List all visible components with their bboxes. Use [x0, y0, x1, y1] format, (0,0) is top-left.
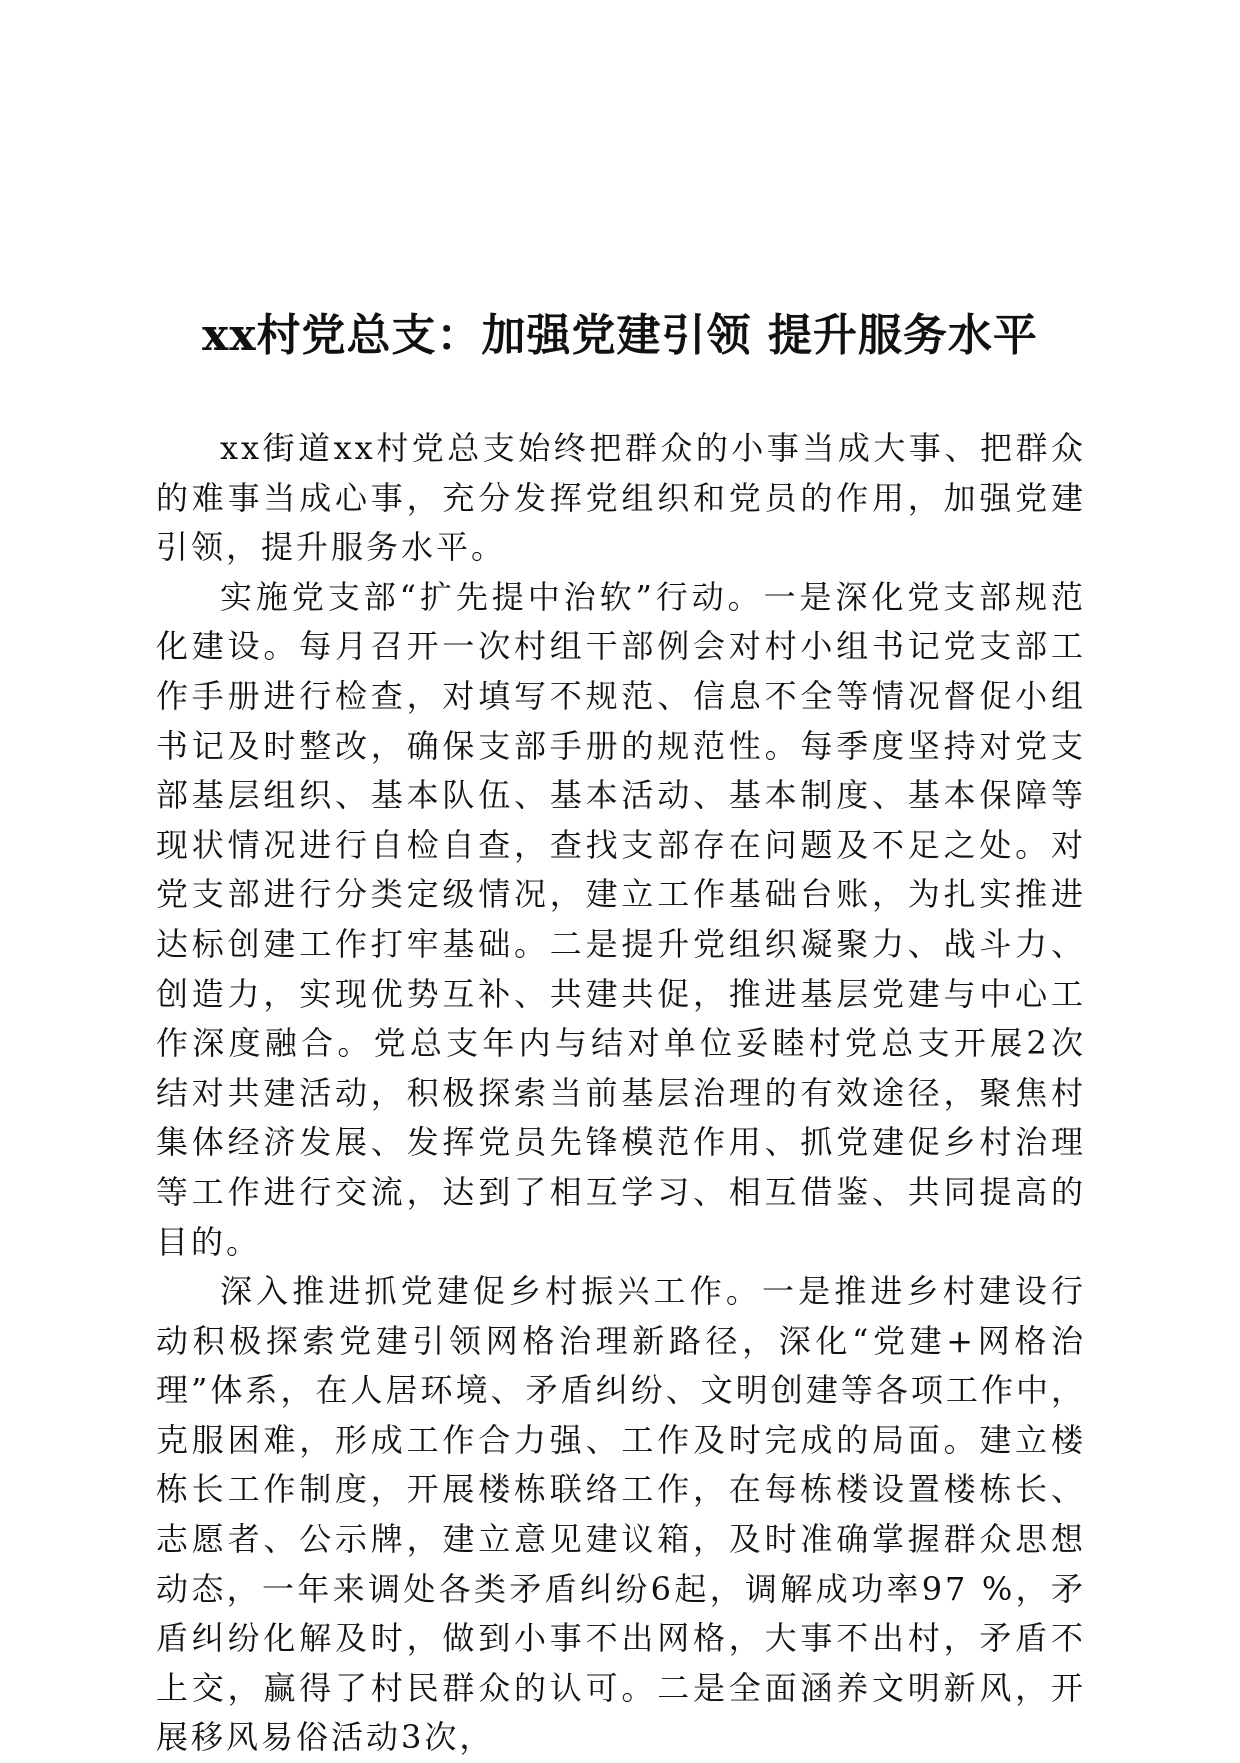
paragraph-party-branch: 实施党支部“扩先提中治软”行动。一是深化党支部规范化建设。每月召开一次村组干部例会对村小组书记党支部工作手册进行检查，对填写不规范、信息不全等情况督促小组书记及时整改，确保支部手册的规范性。每季度坚持对党支部基层组织、基本队伍、基本活动、基本制度、基本保障等现状情况进行自检自查，查找支部存在问题及不足之处。对党支部进行分类定级情况，建立工作基础台账，为扎实推进达标创建工作打牢基础。二是提升党组织凝聚力、战斗力、创造力，实现优势互补、共建共促，推进基层党建与中心工作深度融合。党总支年内与结对单位妥睦村党总支开展2次结对共建活动，积极探索当前基层治理的有效途径，聚焦村集体经济发展、发挥党员先锋模范作用、抓党建促乡村治理等工作进行交流，达到了相互学习、相互借鉴、共同提高的目的。	[156, 577, 1086, 1261]
document-body	[156, 424, 1086, 1763]
paragraph-rural-revitalization: 深入推进抓党建促乡村振兴工作。一是推进乡村建设行动积极探索党建引领网格治理新路径，深化“党建+网格治理”体系，在人居环境、矛盾纠纷、文明创建等各项工作中，克服困难，形成工作合力强、工作及时完成的局面。建立楼栋长工作制度，开展楼栋联络工作，在每栋楼设置楼栋长、志愿者、公示牌，建立意见建议箱，及时准确掌握群众思想动态，一年来调处各类矛盾纠纷6起，调解成功率97 %，矛盾纠纷化解及时，做到小事不出网格，大事不出村，矛盾不上交，赢得了村民群众的认可。二是全面涵养文明新风，开展移风易俗活动3次，	[156, 1272, 1086, 1757]
document-title: xx村党总支：加强党建引领 提升服务水平	[202, 310, 1038, 361]
paragraph-intro: xx街道xx村党总支始终把群众的小事当成大事、把群众的难事当成心事，充分发挥党组织和党员的作用，加强党建引领，提升服务水平。	[156, 429, 1086, 567]
